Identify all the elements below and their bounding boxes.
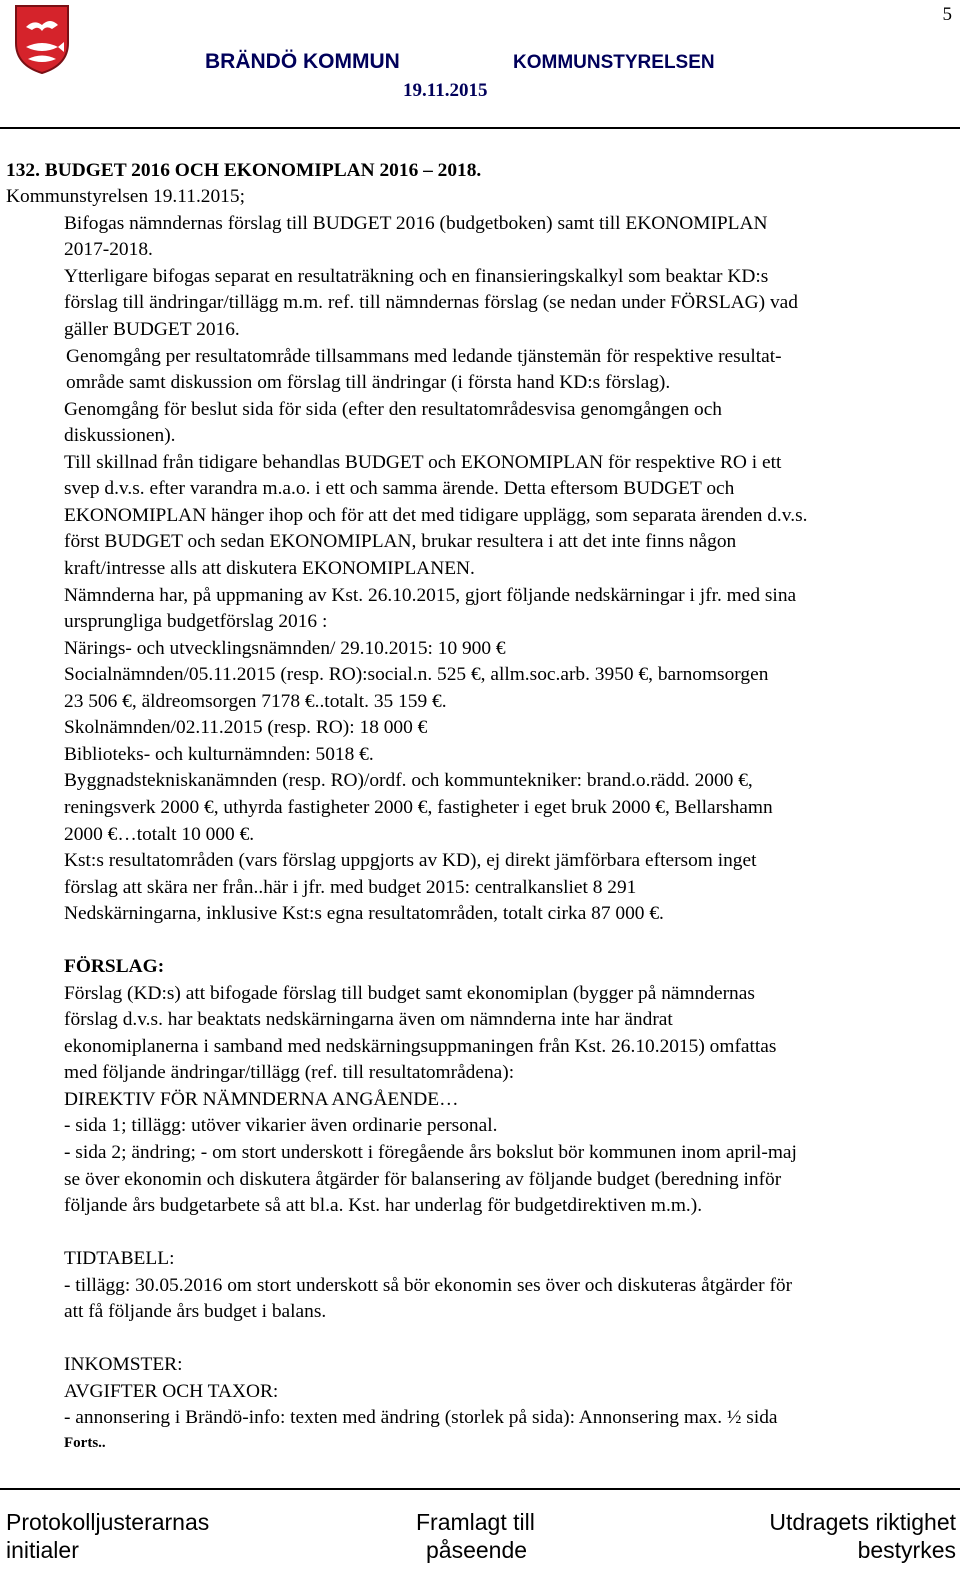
body-line: förslag att skära ner från..här i jfr. med budget 2015: centralkansliet 8 291 xyxy=(64,877,637,898)
body-line: Nämnderna har, på uppmaning av Kst. 26.10.2015, gjort följande nedskärningar i jfr. med sina xyxy=(64,585,797,606)
body-line: område samt diskussion om förslag till ändringar (i första hand KD:s förslag). xyxy=(66,372,671,393)
body-line: med följande ändringar/tillägg (ref. till resultatområdena): xyxy=(64,1062,515,1083)
body-line: förslag d.v.s. har beaktats nedskärningarna även om nämnderna inte har ändrat xyxy=(64,1009,673,1030)
page-number: 5 xyxy=(942,4,952,25)
footer-label: påseende xyxy=(426,1537,528,1563)
body-line: Bifogas nämndernas förslag till BUDGET 2016 (budgetboken) samt till EKONOMIPLAN xyxy=(64,213,768,234)
timetable-heading: TIDTABELL: xyxy=(64,1248,175,1269)
body-line: - annonsering i Brändö-info: texten med ändring (storlek på sida): Annonsering max. ½ sida xyxy=(64,1407,778,1428)
footer-label: bestyrkes xyxy=(857,1537,956,1563)
body-line: följande års budgetarbete så att bl.a. Kst. har underlag för budgetdirektiven m.m.). xyxy=(64,1195,703,1216)
footer-label: Protokolljusterarnas xyxy=(6,1509,210,1535)
body-line: Närings- och utvecklingsnämnden/ 29.10.2015: 10 900 € xyxy=(64,638,506,659)
body-line: Kst:s resultatområden (vars förslag uppgjorts av KD), ej direkt jämförbara eftersom inget xyxy=(64,850,757,871)
body-line: se över ekonomin och diskutera åtgärder för balansering av följande budget (beredning inför xyxy=(64,1169,782,1190)
footer-signature-initials xyxy=(6,1508,209,1564)
board-name: KOMMUNSTYRELSEN xyxy=(513,52,715,73)
municipality-name: BRÄNDÖ KOMMUN xyxy=(205,50,400,73)
body-line: förslag till ändringar/tillägg m.m. ref. till nämndernas förslag (se nedan under FÖRSLAG) vad xyxy=(64,292,798,313)
body-line: - sida 1; tillägg: utöver vikarier även ordinarie personal. xyxy=(64,1115,498,1136)
footer-label: Utdragets riktighet xyxy=(769,1509,956,1535)
footer-label: Framlagt till xyxy=(416,1509,535,1535)
body-line: 23 506 €, äldreomsorgen 7178 €..totalt. 35 159 €. xyxy=(64,691,447,712)
body-line: - tillägg: 30.05.2016 om stort underskott så bör ekonomin ses över och diskuteras åtgärder för xyxy=(64,1275,793,1296)
body-line: Förslag (KD:s) att bifogade förslag till budget samt ekonomiplan (bygger på nämndernas xyxy=(64,983,755,1004)
body-line: ekonomiplanerna i samband med nedskärningsuppmaningen från Kst. 26.10.2015) omfattas xyxy=(64,1036,777,1057)
body-line: - sida 2; ändring; - om stort underskott i föregående års bokslut bör kommunen inom april-maj xyxy=(64,1142,797,1163)
body-line: ursprungliga budgetförslag 2016 : xyxy=(64,611,328,632)
header-rule xyxy=(0,127,960,129)
body-line: kraft/intresse alls att diskutera EKONOMIPLANEN. xyxy=(64,558,475,579)
footer-label: initialer xyxy=(6,1537,79,1563)
footer-posted-for-review xyxy=(416,1508,535,1564)
body-line: reningsverk 2000 €, uthyrda fastigheter 2000 €, fastigheter i eget bruk 2000 €, Bellarshamn xyxy=(64,797,773,818)
body-line: att få följande års budget i balans. xyxy=(64,1301,327,1322)
municipal-coat-of-arms-icon xyxy=(12,3,72,75)
proposal-heading: FÖRSLAG: xyxy=(64,956,165,977)
fees-heading: AVGIFTER OCH TAXOR: xyxy=(64,1381,279,1402)
body-line: gäller BUDGET 2016. xyxy=(64,319,240,340)
body-line: 2017-2018. xyxy=(64,239,153,260)
body-line: Genomgång per resultatområde tillsammans med ledande tjänstemän för respektive resultat- xyxy=(66,346,782,367)
footer-extract-certified xyxy=(769,1508,956,1564)
body-line: diskussionen). xyxy=(64,425,176,446)
body-line: Nedskärningarna, inklusive Kst:s egna resultatområden, totalt cirka 87 000 €. xyxy=(64,903,664,924)
income-heading: INKOMSTER: xyxy=(64,1354,183,1375)
body-line: Byggnadstekniskanämnden (resp. RO)/ordf. och kommuntekniker: brand.o.rädd. 2000 €, xyxy=(64,770,753,791)
body-line: Genomgång för beslut sida för sida (efter den resultatområdesvisa genomgången och xyxy=(64,399,722,420)
body-line: EKONOMIPLAN hänger ihop och för att det med tidigare upplägg, som separata ärenden d.v.s. xyxy=(64,505,808,526)
section-title: 132. BUDGET 2016 OCH EKONOMIPLAN 2016 – 2018. xyxy=(6,160,482,181)
body-line: först BUDGET och sedan EKONOMIPLAN, brukar resultera i att det inte finns någon xyxy=(64,531,737,552)
body-line: Socialnämnden/05.11.2015 (resp. RO):social.n. 525 €, allm.soc.arb. 3950 €, barnomsorgen xyxy=(64,664,769,685)
body-line: Kommunstyrelsen 19.11.2015; xyxy=(6,186,245,207)
meeting-date: 19.11.2015 xyxy=(403,80,488,101)
body-line: svep d.v.s. efter varandra m.a.o. i ett och samma ärende. Detta eftersom BUDGET och xyxy=(64,478,735,499)
directives-heading: DIREKTIV FÖR NÄMNDERNA ANGÅENDE… xyxy=(64,1089,459,1110)
body-line: Biblioteks- och kulturnämnden: 5018 €. xyxy=(64,744,374,765)
body-line: Skolnämnden/02.11.2015 (resp. RO): 18 000 € xyxy=(64,717,428,738)
footer-rule xyxy=(0,1488,960,1490)
continued-note: Forts.. xyxy=(64,1435,106,1451)
body-line: Ytterligare bifogas separat en resultaträkning och en finansieringskalkyl som beaktar KD:s xyxy=(64,266,769,287)
body-line: Till skillnad från tidigare behandlas BUDGET och EKONOMIPLAN för respektive RO i ett xyxy=(64,452,782,473)
body-line: 2000 €…totalt 10 000 €. xyxy=(64,824,255,845)
